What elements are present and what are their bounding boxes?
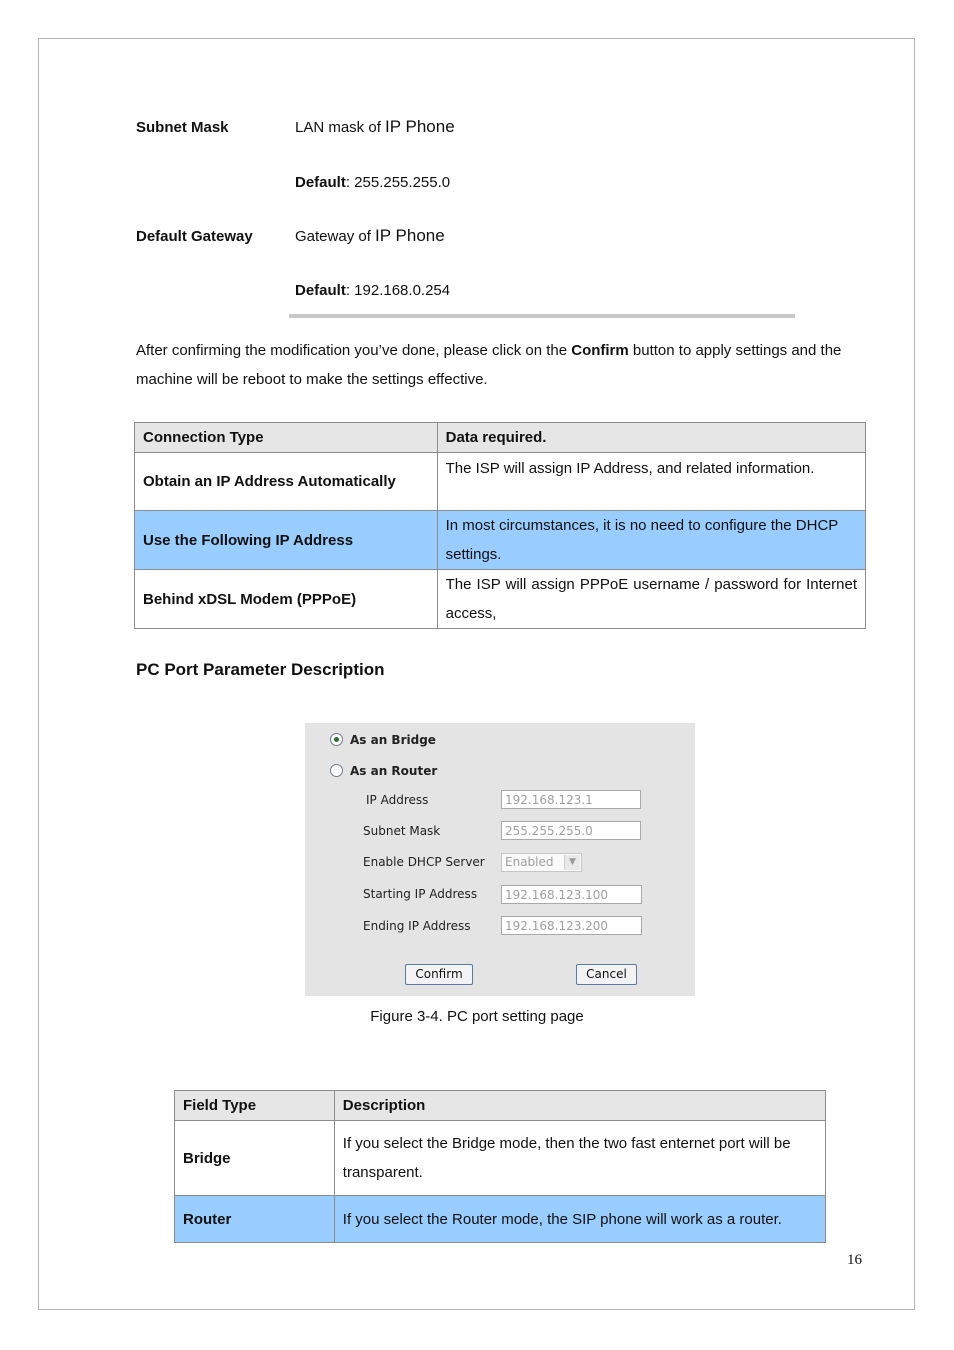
table-row: [135, 511, 866, 570]
section-title: PC Port Parameter Description: [136, 660, 385, 679]
chevron-down-icon: ▼: [564, 855, 580, 870]
enable-dhcp-server-label: Enable DHCP Server: [363, 855, 485, 869]
page-number: 16: [847, 1252, 862, 1268]
table-row: [175, 1121, 826, 1196]
description-cell: If you select the Bridge mode, then the two fast enternet port will be transparent.: [334, 1121, 825, 1196]
table-row: [135, 570, 866, 629]
enable-dhcp-server-select[interactable]: [501, 853, 582, 872]
description-cell: If you select the Router mode, the SIP phone will work as a router.: [334, 1196, 825, 1243]
starting-ip-input[interactable]: 192.168.123.100: [501, 885, 642, 904]
default-value: : 192.168.0.254: [345, 282, 451, 299]
param-name-default-gateway: Default Gateway: [136, 228, 253, 245]
figure-caption: Figure 3-4. PC port setting page: [370, 1008, 584, 1025]
table-header-row: [175, 1091, 826, 1121]
connection-type-cell: Obtain an IP Address Automatically: [135, 453, 438, 511]
data-required-cell: In most circumstances, it is no need to configure the DHCP settings.: [437, 511, 865, 570]
paragraph-confirm-word: Confirm: [571, 342, 629, 359]
starting-ip-label: Starting IP Address: [363, 887, 478, 901]
param-desc-device: IP Phone: [385, 117, 455, 136]
data-required-cell: The ISP will assign PPPoE username / password for Internet access,: [437, 570, 865, 629]
param-desc-default-gateway: [295, 226, 445, 246]
ending-ip-label: Ending IP Address: [363, 919, 471, 933]
confirm-paragraph: [136, 336, 866, 394]
bridge-radio-label: As an Bridge: [350, 733, 436, 747]
ip-address-label: IP Address: [366, 793, 429, 807]
router-radio[interactable]: [330, 764, 343, 777]
field-type-cell: Router: [175, 1196, 335, 1243]
paragraph-text-after: button to apply settings and the machine will be reboot to make the settings effective.: [136, 342, 842, 388]
table-header-row: [135, 423, 866, 453]
connection-type-table: [134, 422, 866, 629]
param-default-default-gateway: [295, 282, 450, 299]
confirm-button[interactable]: Confirm: [405, 964, 473, 985]
param-default-subnet-mask: [295, 174, 450, 191]
default-label: Default: [295, 174, 346, 191]
separator-rule: [289, 314, 795, 318]
param-name-subnet-mask: Subnet Mask: [136, 119, 229, 136]
table-row: [135, 453, 866, 511]
table-row: [175, 1196, 826, 1243]
header-connection-type: Connection Type: [135, 423, 438, 453]
subnet-mask-label: Subnet Mask: [363, 824, 441, 838]
cancel-button[interactable]: Cancel: [576, 964, 637, 985]
radio-selected-dot: [334, 737, 339, 742]
default-value: : 255.255.255.0: [345, 174, 451, 191]
subnet-mask-input[interactable]: 255.255.255.0: [501, 821, 641, 840]
field-type-cell: Bridge: [175, 1121, 335, 1196]
bridge-radio[interactable]: [330, 733, 343, 746]
header-description: Description: [334, 1091, 825, 1121]
field-type-table: [174, 1090, 826, 1243]
connection-type-cell: Behind xDSL Modem (PPPoE): [135, 570, 438, 629]
dhcp-select-value: Enabled: [505, 855, 554, 869]
connection-type-cell: Use the Following IP Address: [135, 511, 438, 570]
ending-ip-input[interactable]: 192.168.123.200: [501, 916, 642, 935]
param-desc-subnet-mask: [295, 117, 455, 137]
param-desc-text: Gateway of: [295, 228, 376, 245]
data-required-cell: The ISP will assign IP Address, and related information.: [437, 453, 865, 511]
router-radio-label: As an Router: [350, 764, 438, 778]
paragraph-text-before: After confirming the modification you’ve done, please click on the: [136, 342, 572, 359]
pc-port-settings-screenshot: [305, 723, 695, 996]
param-desc-device: IP Phone: [375, 226, 445, 245]
param-desc-text: LAN mask of: [295, 119, 386, 136]
header-field-type: Field Type: [175, 1091, 335, 1121]
ip-address-input[interactable]: 192.168.123.1: [501, 790, 641, 809]
default-label: Default: [295, 282, 346, 299]
header-data-required: Data required.: [437, 423, 865, 453]
